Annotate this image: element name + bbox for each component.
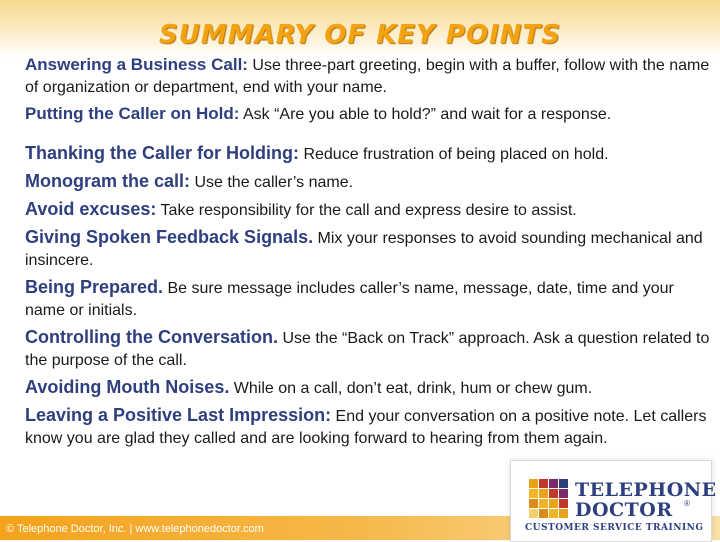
logo-tile [539, 509, 548, 518]
logo-mosaic-icon [529, 479, 569, 519]
logo-tile [539, 489, 548, 498]
company-logo [510, 460, 717, 542]
point-heading: Putting the Caller on Hold: [25, 104, 240, 123]
point-putting-on-hold [25, 103, 715, 126]
logo-tile [529, 479, 538, 488]
logo-wordmark-line2: DOCTOR [575, 499, 673, 521]
point-feedback-signals [25, 226, 715, 272]
logo-tile [549, 499, 558, 508]
logo-tile [539, 499, 548, 508]
point-answering-call [25, 54, 715, 99]
footer-copyright: © Telephone Doctor, Inc. | www.telephonedoctor.com [6, 523, 264, 535]
point-controlling-conversation [25, 326, 715, 372]
point-body: Take responsibility for the call and express desire to assist. [156, 202, 577, 219]
point-body: Use the “Back on Track” approach. Ask a question related to the purpose of the call. [25, 330, 710, 369]
logo-tile [539, 479, 548, 488]
logo-tile [529, 509, 538, 518]
point-last-impression [25, 404, 715, 450]
point-body: Use three-part greeting, begin with a buffer, follow with the name of organization or department, end with your name. [25, 57, 710, 96]
point-body: End your conversation on a positive note. Let callers know you are glad they called and are looking forward to hearing from them again. [25, 408, 707, 447]
point-body: Ask “Are you able to hold?” and wait for a response. [239, 106, 612, 123]
logo-wordmark-line1: TELEPHONE [575, 479, 717, 501]
logo-tile [529, 499, 538, 508]
registered-mark: ® [684, 499, 690, 508]
logo-tile [559, 509, 568, 518]
point-being-prepared [25, 276, 715, 322]
logo-tile [549, 509, 558, 518]
point-heading: Giving Spoken Feedback Signals. [25, 227, 314, 247]
point-heading: Answering a Business Call: [25, 55, 248, 74]
key-points-list [25, 54, 715, 450]
point-heading: Controlling the Conversation. [25, 327, 279, 347]
point-heading: Avoid excuses: [25, 199, 157, 219]
point-heading: Avoiding Mouth Noises. [25, 377, 230, 397]
point-heading: Thanking the Caller for Holding: [25, 143, 299, 163]
point-heading: Monogram the call: [25, 171, 191, 191]
point-heading: Leaving a Positive Last Impression: [25, 405, 332, 425]
point-body: While on a call, don’t eat, drink, hum or chew gum. [229, 380, 593, 397]
point-body: Reduce frustration of being placed on hold. [299, 146, 609, 163]
point-monogram-call [25, 170, 715, 194]
point-avoid-excuses [25, 198, 715, 222]
point-body: Use the caller’s name. [190, 174, 354, 191]
point-mouth-noises [25, 376, 715, 400]
logo-tile [549, 489, 558, 498]
point-thanking-caller [25, 142, 715, 166]
slide-title: SUMMARY OF KEY POINTS [159, 20, 561, 50]
logo-tile [559, 479, 568, 488]
logo-tile [549, 479, 558, 488]
logo-tagline: CUSTOMER SERVICE TRAINING [525, 523, 704, 533]
logo-tile [529, 489, 538, 498]
logo-tile [559, 489, 568, 498]
point-body: Mix your responses to avoid sounding mechanical and insincere. [25, 230, 703, 269]
point-heading: Being Prepared. [25, 277, 164, 297]
point-body: Be sure message includes caller’s name, message, date, time and your name or initials. [25, 280, 674, 319]
logo-tile [559, 499, 568, 508]
